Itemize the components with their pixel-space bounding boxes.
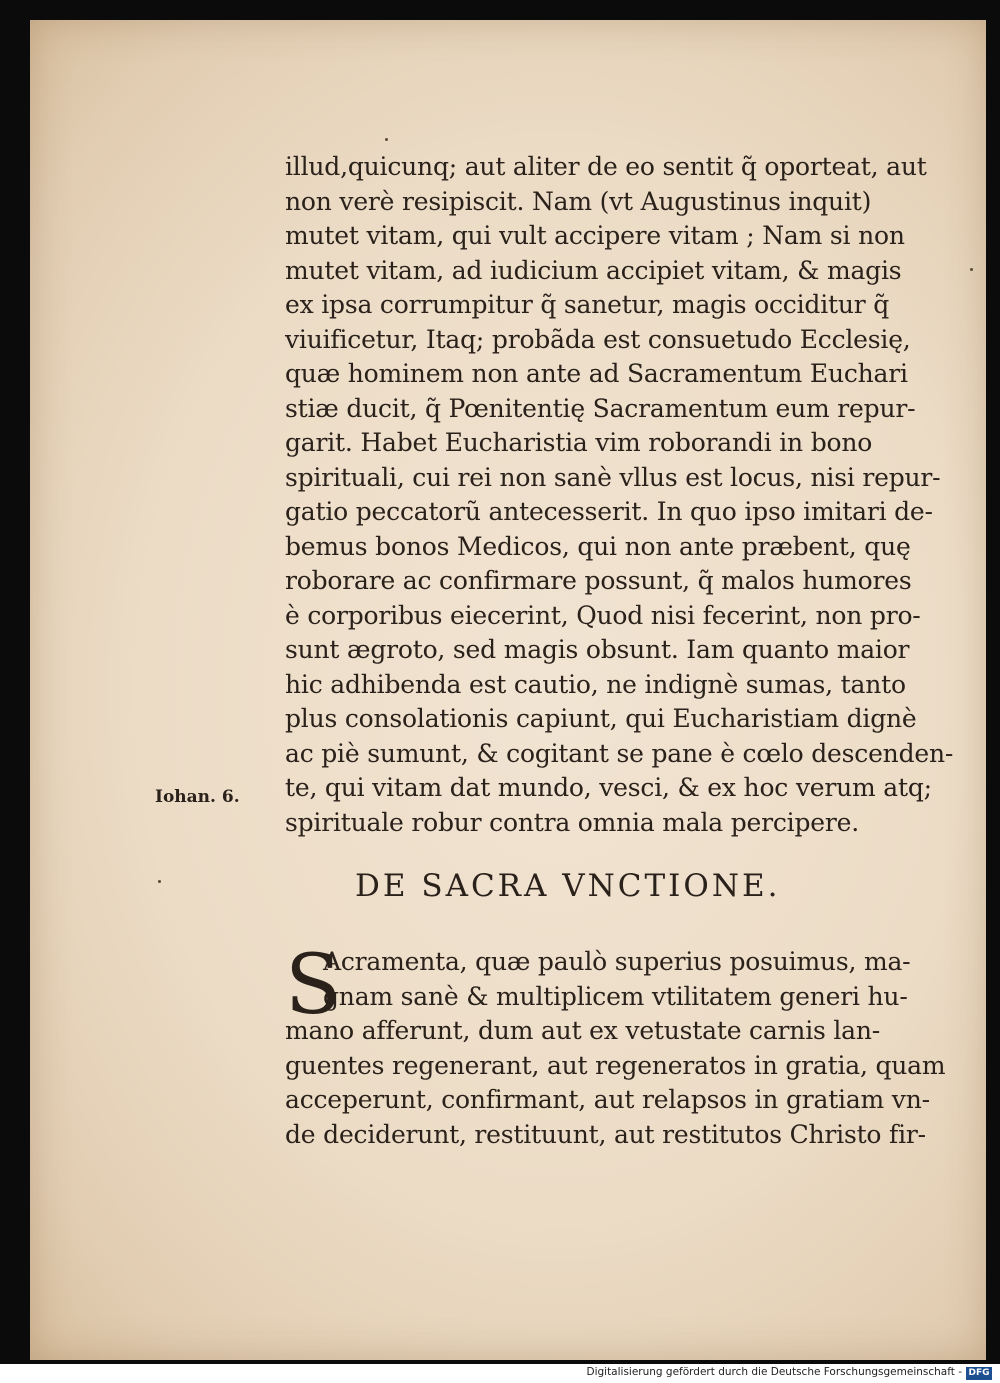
- text-line: sunt ægroto, sed magis obsunt. Iam quanto maior: [285, 635, 910, 664]
- text-line: mutet vitam, ad iudicium accipiet vitam, & magis: [285, 255, 902, 285]
- text-line: ex ipsa corrumpitur q̃ sanetur, magis occiditur q̃: [285, 290, 890, 319]
- main-paragraph: [285, 150, 954, 840]
- drop-cap-initial: S: [285, 938, 342, 1033]
- funding-notice: Digitalisierung gefördert durch die Deutsche Forschungsgemeinschaft -: [586, 1366, 962, 1378]
- margin-note: Iohan. 6.: [155, 787, 240, 807]
- text-line: acceperunt, confirmant, aut relapsos in gratiam vn-: [285, 1085, 930, 1114]
- dfg-logo-icon: DFG: [966, 1367, 992, 1380]
- page-speck: [970, 268, 973, 271]
- text-line: Acramenta, quæ paulò superius posuimus, ma-: [323, 947, 911, 976]
- text-line: quæ hominem non ante ad Sacramentum Euchari: [285, 359, 908, 388]
- text-line: mano afferunt, dum aut ex vetustate carnis lan-: [285, 1016, 881, 1045]
- text-line: te, qui vitam dat mundo, vesci, & ex hoc verum atq;: [285, 773, 932, 802]
- page-speck: [385, 138, 388, 141]
- text-line: roborare ac confirmare possunt, q̃ malos humores: [285, 566, 912, 595]
- text-line: spirituali, cui rei non sanè vllus est locus, nisi repur-: [285, 462, 941, 492]
- footer-bar: [0, 1364, 1000, 1383]
- text-line: plus consolationis capiunt, qui Eucharistiam dignè: [285, 704, 917, 733]
- text-line: è corporibus eiecerint, Quod nisi fecerint, non pro-: [285, 600, 921, 630]
- text-line: garit. Habet Eucharistia vim roborandi in bono: [285, 428, 873, 457]
- text-line: non verè resipiscit. Nam (vt Augustinus inquit): [285, 186, 872, 216]
- text-line: de deciderunt, restituunt, aut restitutos Christo fir-: [285, 1119, 926, 1149]
- page-speck: [158, 880, 161, 883]
- text-line: illud,quicunq; aut aliter de eo sentit q̃ oporteat, aut: [285, 152, 927, 181]
- text-line: viuificetur, Itaq; probãda est consuetudo Ecclesię,: [285, 324, 911, 354]
- text-line: spirituale robur contra omnia mala percipere.: [285, 807, 859, 837]
- text-line: gatio peccatorũ antecesserit. In quo ipso imitari de-: [285, 497, 933, 526]
- text-line: guentes regenerant, aut regeneratos in gratia, quam: [285, 1050, 946, 1080]
- text-line: mutet vitam, qui vult accipere vitam ; Nam si non: [285, 221, 905, 250]
- text-line: stiæ ducit, q̃ Pœnitentię Sacramentum eum repur-: [285, 393, 916, 423]
- second-paragraph: [285, 938, 946, 1152]
- section-heading: DE SACRA VNCTIONE.: [355, 868, 781, 904]
- text-line: bemus bonos Medicos, qui non ante præbent, quę: [285, 531, 911, 561]
- text-line: gnam sanè & multiplicem vtilitatem generi hu-: [323, 981, 908, 1011]
- text-line: hic adhibenda est cautio, ne indignè sumas, tanto: [285, 669, 906, 699]
- text-line: ac piè sumunt, & cogitant se pane è cœlo descenden-: [285, 738, 954, 768]
